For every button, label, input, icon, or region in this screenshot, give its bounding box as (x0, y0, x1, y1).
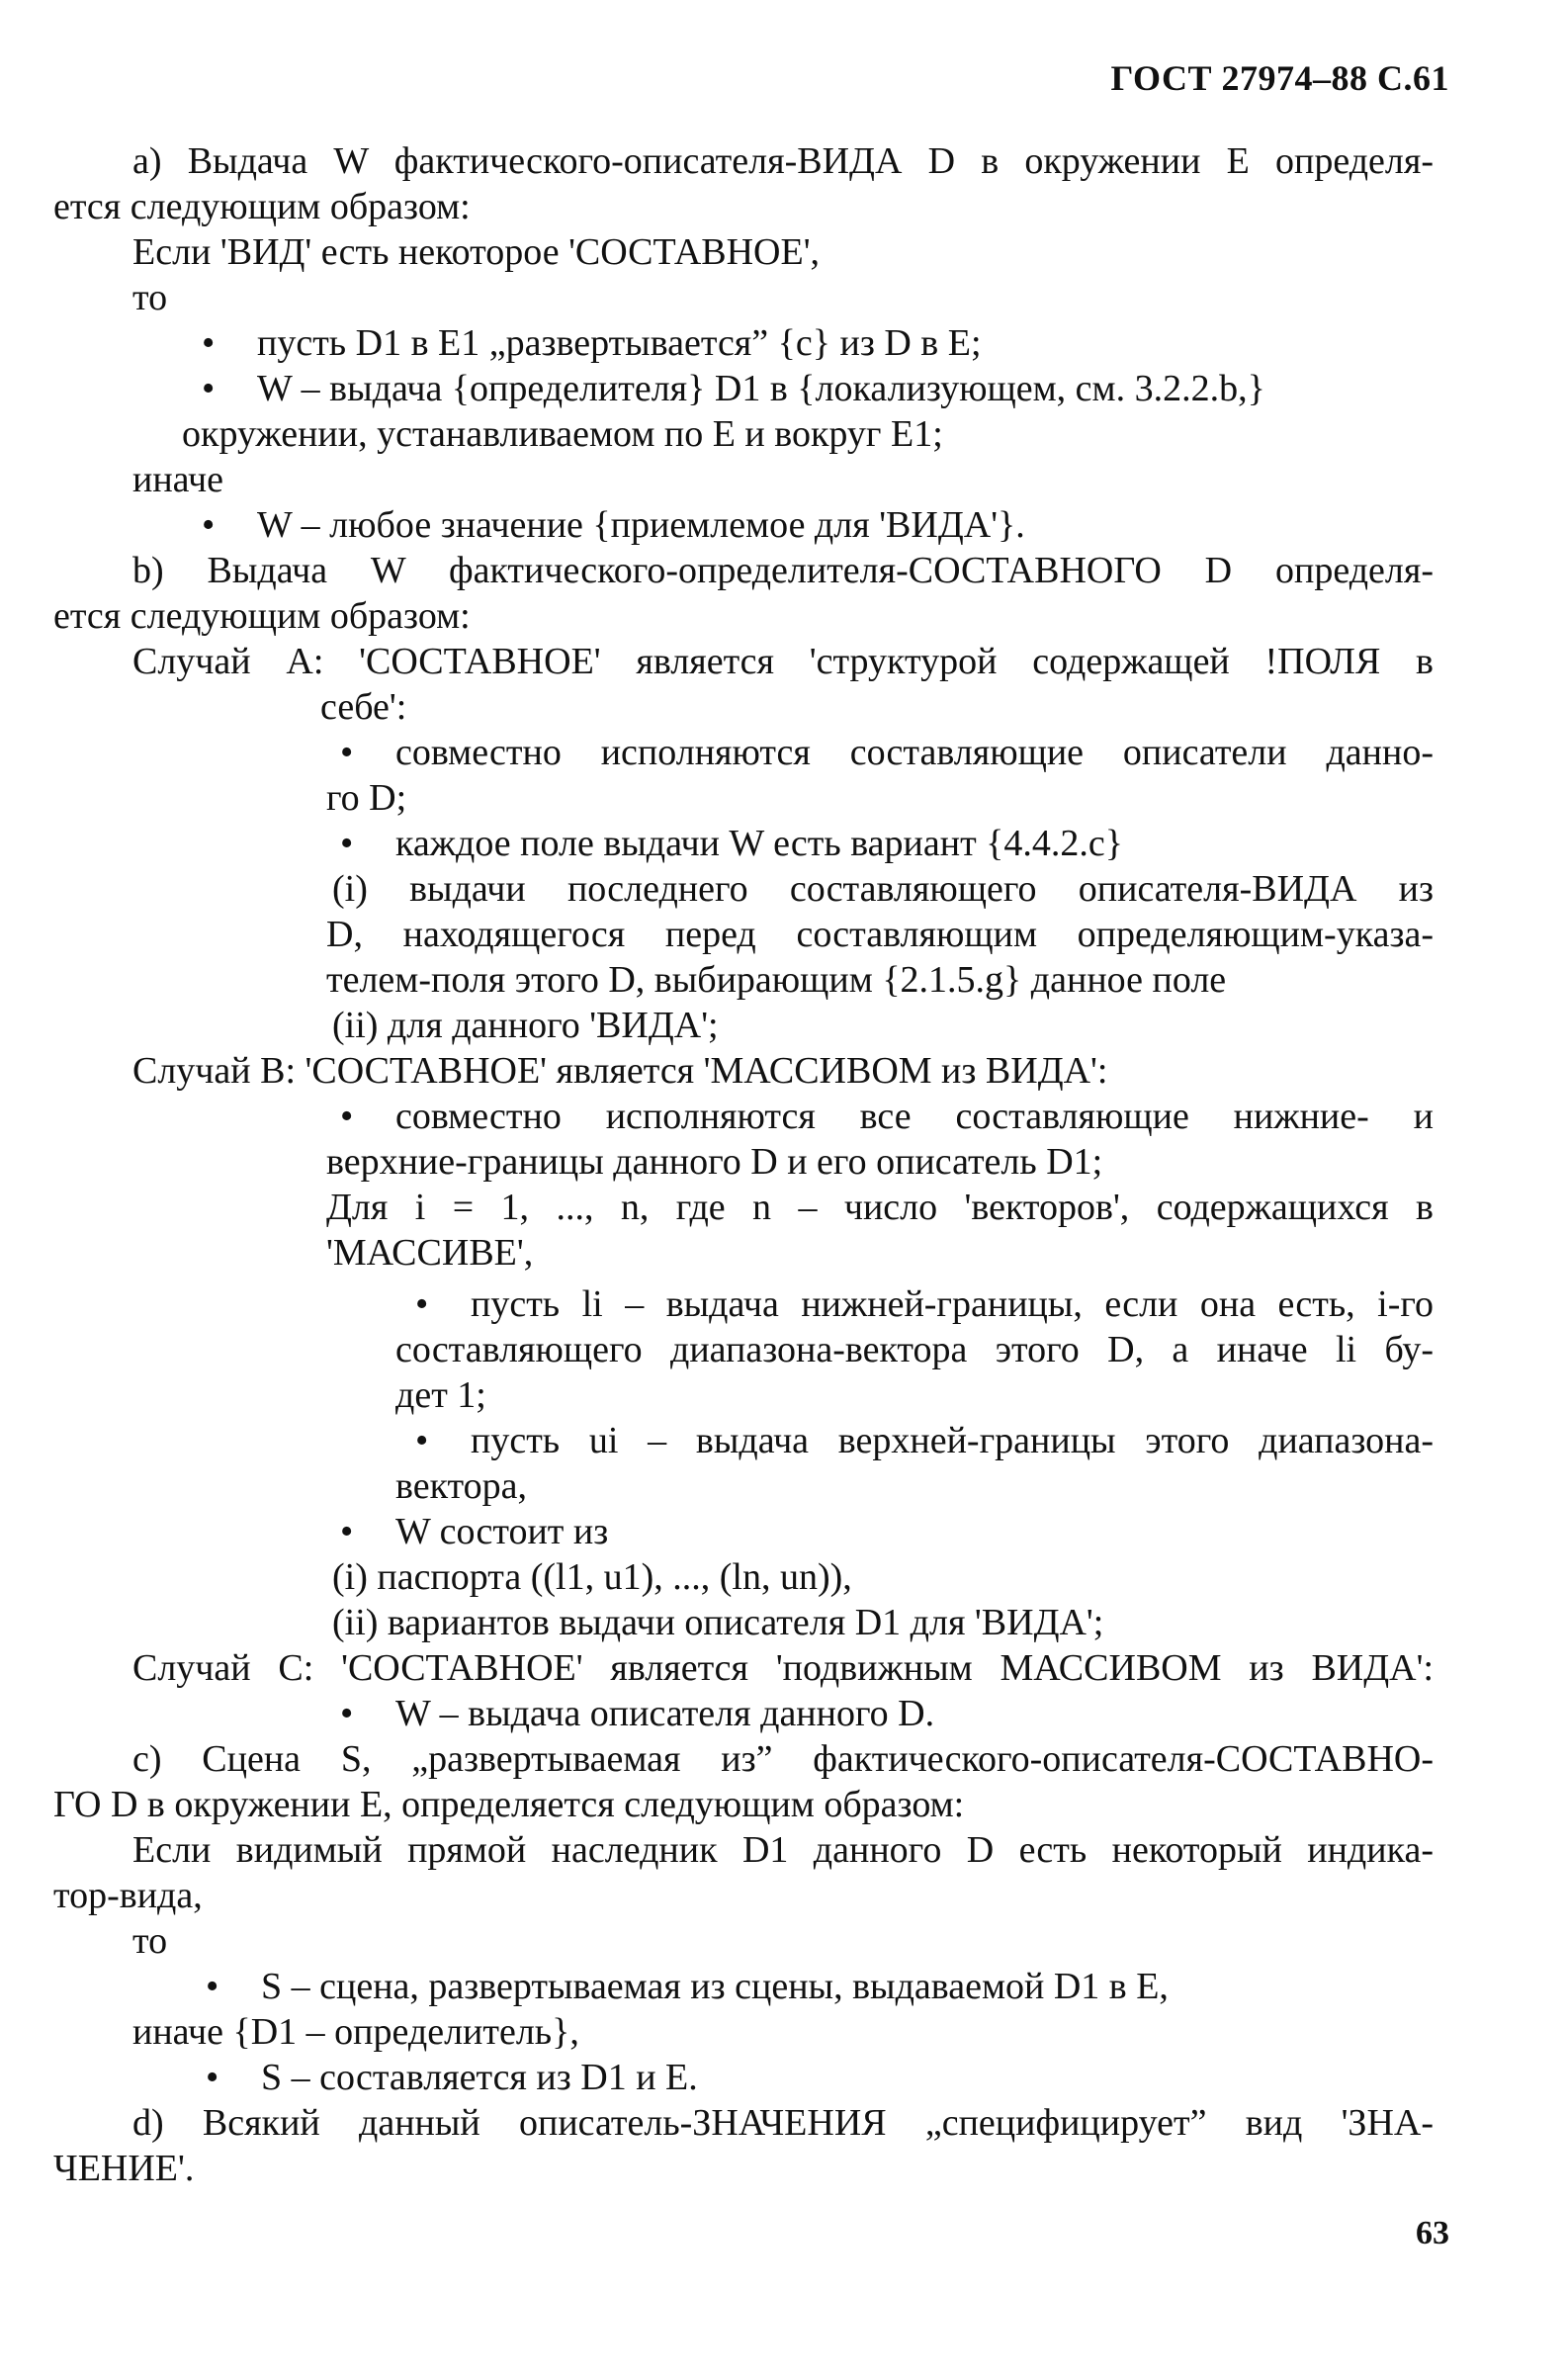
text-line: а) Выдача W фактического-описателя-ВИДА D в окружении Е определя- (132, 140, 1434, 182)
text-line: Случай А: 'СОСТАВНОЕ' является 'структурой содержащей !ПОЛЯ в (132, 641, 1434, 682)
page-number: 63 (1416, 2215, 1449, 2251)
text-line: (i) выдачи последнего составляющего описателя-ВИДА из (332, 868, 1434, 910)
bullet-item: • W – выдача {определителя} D1 в {локализующем, см. 3.2.2.b,} (257, 366, 1265, 411)
text-line: ЧЕНИЕ'. (53, 2148, 195, 2189)
text-line: Случай В: 'СОСТАВНОЕ' является 'МАССИВОМ из ВИДА': (132, 1050, 1108, 1092)
text-line: ГО D в окружении Е, определяется следующим образом: (53, 1784, 965, 1825)
text-line: (ii) для данного 'ВИДА'; (332, 1005, 719, 1046)
text-line: верхние-границы данного D и его описатель D1; (326, 1141, 1103, 1183)
text-line: ется следующим образом: (53, 186, 471, 227)
bullet-item: • W – любое значение {приемлемое для 'ВИДА'}. (257, 502, 1025, 548)
text-line: иначе (132, 459, 223, 500)
text-line: Если видимый прямой наследник D1 данного D есть некоторый индика- (132, 1829, 1434, 1871)
text-line: иначе {D1 – определитель}, (132, 2011, 579, 2053)
bullet-item: • совместно исполняются все составляющие нижние- и (395, 1094, 1434, 1139)
text-line: b) Выдача W фактического-определителя-СОСТАВНОГО D определя- (132, 550, 1434, 591)
text-line: себе': (320, 686, 407, 728)
bullet-item: • пусть li – выдача нижней-границы, если она есть, i-го (471, 1281, 1434, 1327)
text-line: (ii) вариантов выдачи описателя D1 для 'ВИДА'; (332, 1602, 1104, 1643)
bullet-item: • совместно исполняются составляющие описатели данно- (395, 730, 1434, 775)
text-line: вектора, (395, 1465, 528, 1507)
text-line: Если 'ВИД' есть некоторое 'СОСТАВНОЕ', (132, 231, 821, 273)
bullet-item: • каждое поле выдачи W есть вариант {4.4.2.с} (395, 821, 1123, 866)
page-header: ГОСТ 27974–88 С.61 (1110, 58, 1449, 98)
text-line: d) Всякий данный описатель-ЗНАЧЕНИЯ „специфицирует” вид 'ЗНА- (132, 2102, 1434, 2144)
text-line: го D; (326, 777, 407, 819)
text-line: с) Сцена S, „развертываемая из” фактического-описателя-СОСТАВНО- (132, 1738, 1434, 1780)
text-line: составляющего диапазона-вектора этого D, а иначе li бу- (395, 1329, 1434, 1370)
text-line: D, находящегося перед составляющим определяющим-указа- (326, 914, 1434, 955)
text-line: (i) паспорта ((l1, u1), ..., (ln, un)), (332, 1556, 852, 1598)
text-line: Для i = 1, ..., n, где n – число 'векторов', содержащихся в (326, 1187, 1434, 1228)
text-line: Случай С: 'СОСТАВНОЕ' является 'подвижным МАССИВОМ из ВИДА': (132, 1647, 1434, 1689)
text-line: окружении, устанавливаемом по Е и вокруг Е1; (182, 413, 943, 455)
bullet-item: • S – составляется из D1 и Е. (261, 2055, 698, 2100)
text-line: то (132, 277, 168, 318)
text-line: тор-вида, (53, 1875, 203, 1916)
text-line: то (132, 1920, 168, 1962)
bullet-item: • пусть D1 в Е1 „развертывается” {с} из D в Е; (257, 320, 982, 366)
text-line: дет 1; (395, 1374, 486, 1416)
bullet-item: • пусть ui – выдача верхней-границы этого диапазона- (471, 1418, 1434, 1463)
bullet-item: • W состоит из (395, 1509, 608, 1554)
bullet-item: • W – выдача описателя данного D. (395, 1691, 934, 1736)
text-line: ется следующим образом: (53, 595, 471, 637)
text-line: телем-поля этого D, выбирающим {2.1.5.g} данное поле (326, 959, 1227, 1001)
bullet-item: • S – сцена, развертываемая из сцены, выдаваемой D1 в Е, (261, 1964, 1169, 2009)
text-line: 'МАССИВЕ', (326, 1232, 534, 1274)
